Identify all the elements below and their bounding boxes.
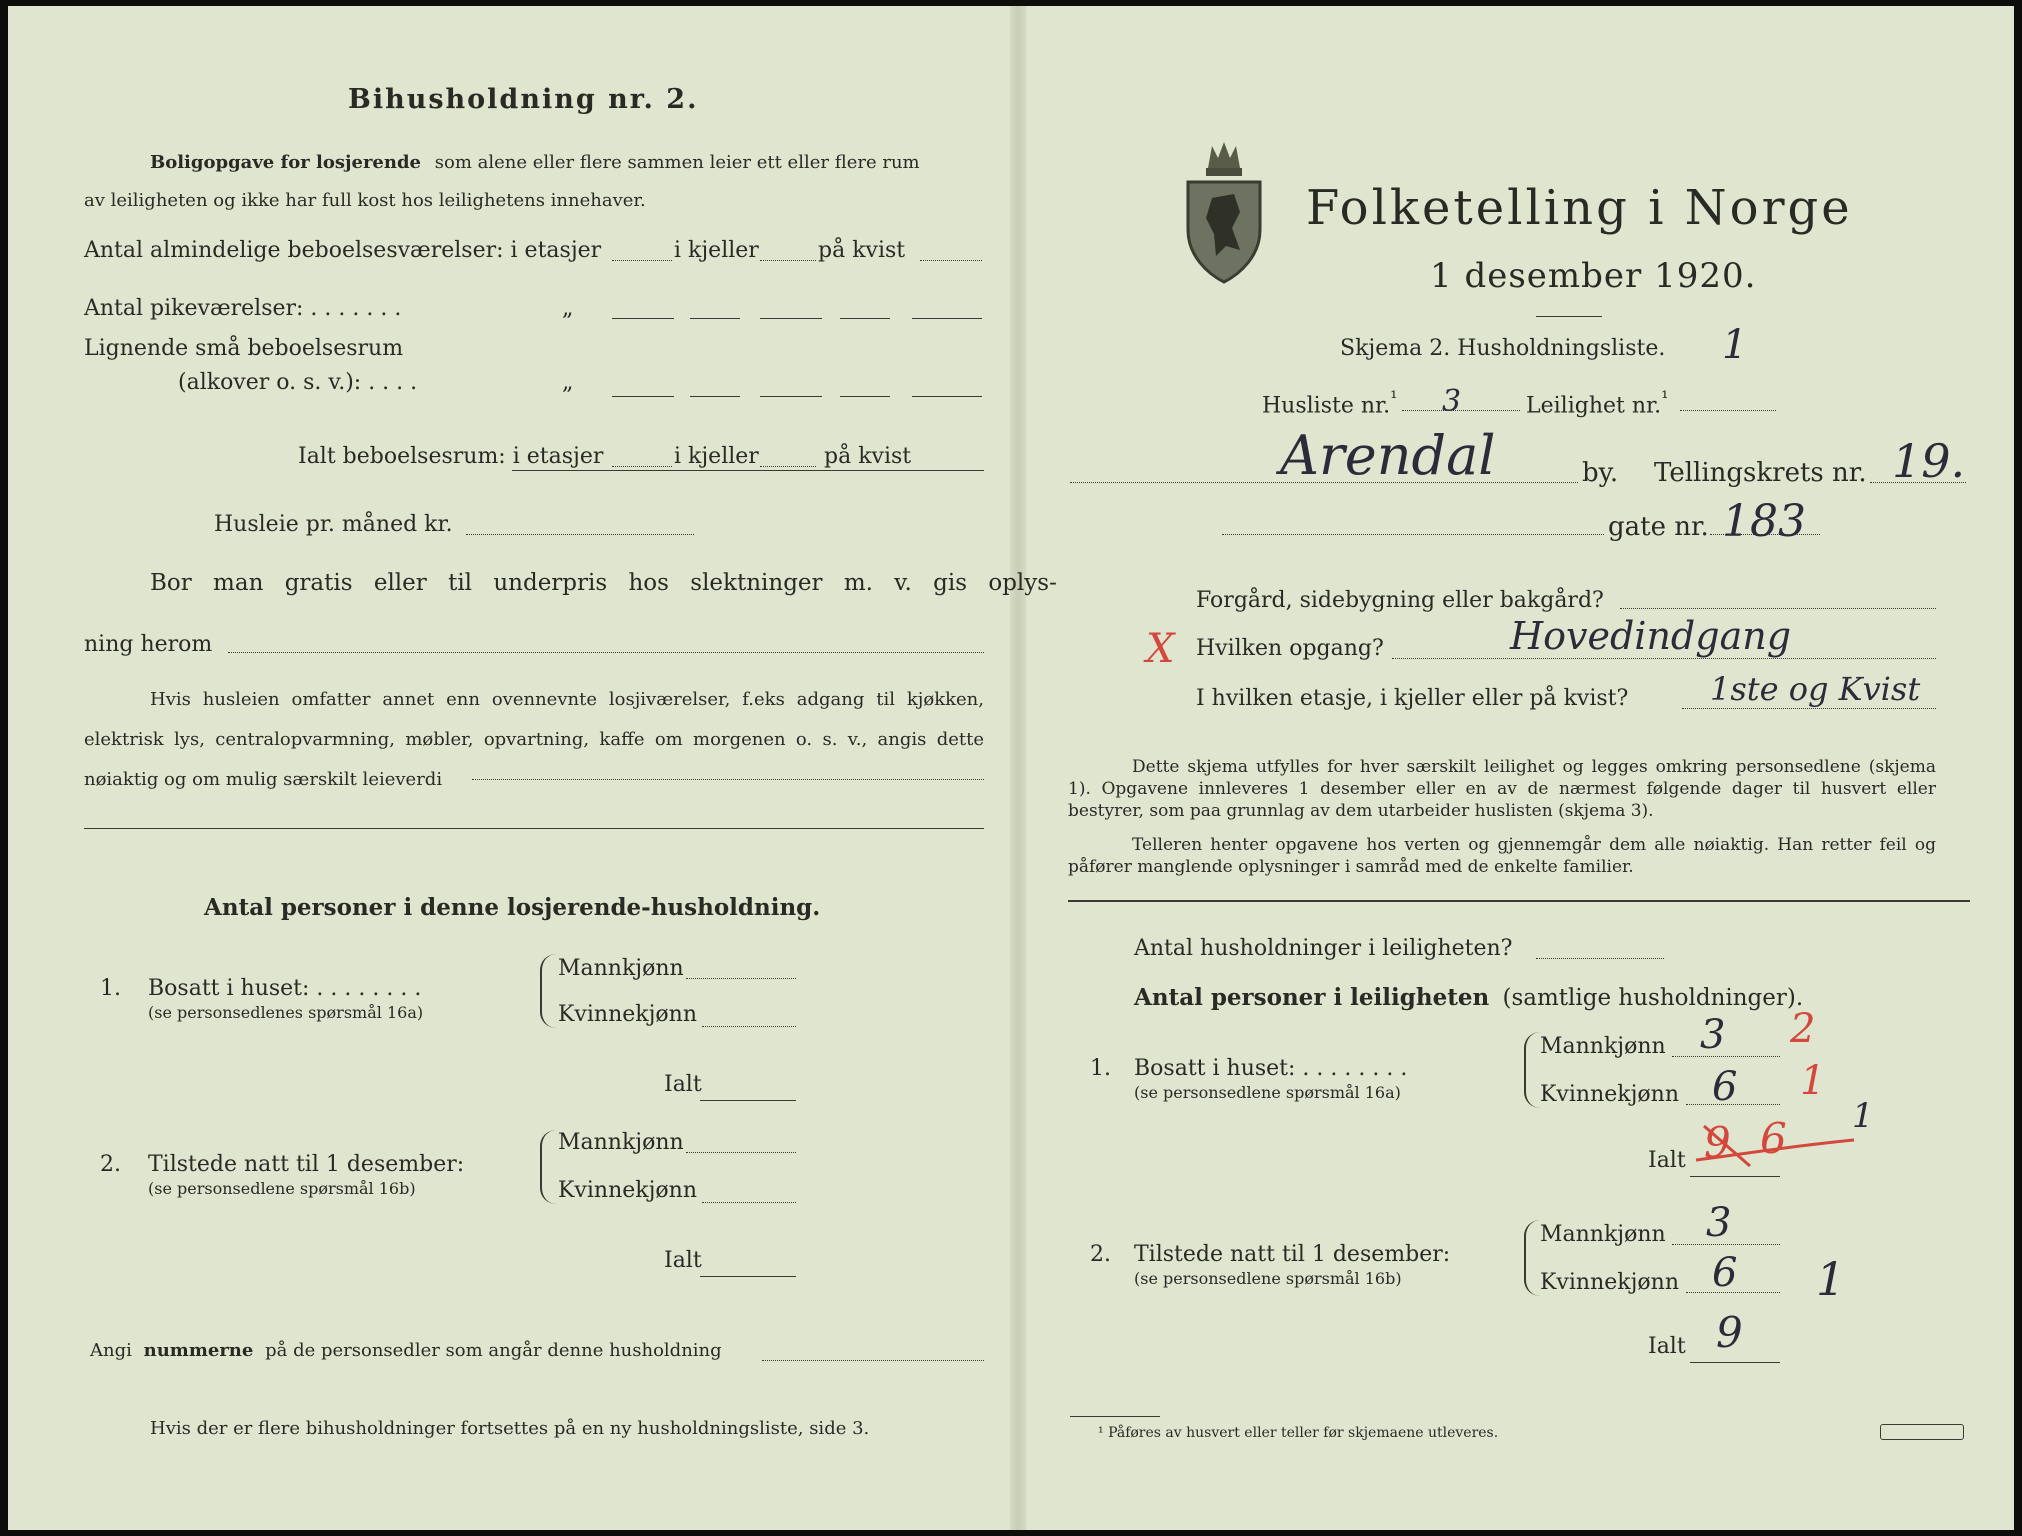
left-numbers-line [90,1340,722,1362]
maid-line-5[interactable] [912,318,982,319]
maid-line-4[interactable] [840,318,890,319]
rooms-attic: på kvist [818,238,906,263]
right-q1-brace [1524,1032,1540,1108]
left-intro [150,152,920,174]
households-line[interactable] [1536,958,1664,959]
printer-stamp-icon [1880,1424,1964,1440]
etasje-label: I hvilken etasje, i kjeller eller på kvist? [1196,686,1629,711]
right-q1-num: 1. [1090,1056,1111,1081]
left-q2-male: Mannkjønn [558,1130,684,1155]
extra-line-2[interactable] [84,828,984,829]
left-q1-male-line[interactable] [686,978,796,979]
right-q2-brace [1524,1220,1540,1296]
page-fold [1010,6,1026,1530]
left-title: Bihusholdning nr. 2. [348,84,699,115]
total-cellar: i kjeller [674,444,759,469]
small-rooms-label-2: (alkover o. s. v.): . . . . [178,370,418,395]
instructions-rule [1068,900,1970,902]
forgard-line[interactable] [1620,608,1936,609]
left-q2-brace [540,1130,556,1204]
right-q1-total-line[interactable] [1690,1176,1780,1177]
rooms-cellar-line[interactable] [760,260,816,261]
x-mark: X [1146,626,1175,672]
gate-hw: 183 [1722,496,1806,547]
left-persons-heading: Antal personer i denne losjerende-husholdning. [204,894,821,921]
rent-label: Husleie pr. måned kr. [214,512,453,537]
right-persons-heading-rest: (samtlige husholdninger). [1502,985,1804,1011]
schema-label: Skjema 2. Husholdningsliste. [1340,336,1666,361]
right-persons-heading-bold: Antal personer i leiligheten [1134,984,1490,1011]
right-q2-male-hw: 3 [1706,1200,1732,1246]
rooms-cellar: i kjeller [674,238,759,263]
free-text-2: ning herom [84,632,213,657]
opgang-line[interactable] [1392,658,1936,659]
right-q1-sub: (se personsedlene spørsmål 16a) [1134,1083,1401,1102]
left-intro-rest: som alene eller flere sammen leier ett eller flere rum [434,152,920,173]
left-q2-total: Ialt [664,1248,702,1273]
left-q2-total-line[interactable] [700,1276,796,1277]
left-q2-female: Kvinnekjønn [558,1178,697,1203]
instructions-2: Telleren henter opgavene hos verten og gjennemgår dem alle nøiaktig. Han retter feil og påfører manglende oplysninger i samråd med de enkelte familier. [1068,835,1936,877]
small-mark: „ [562,370,574,395]
right-q2-female: Kvinnekjønn [1540,1270,1679,1295]
small-rooms-label-1: Lignende små beboelsesrum [84,336,404,361]
gate-line[interactable] [1222,534,1604,535]
small-line-2[interactable] [690,396,740,397]
right-q2-total: Ialt [1648,1334,1686,1359]
left-q1-sub: (se personsedlenes spørsmål 16a) [148,1003,424,1022]
husliste-text: Husliste nr. [1262,393,1391,419]
right-date: 1 desember 1920. [1430,256,1757,296]
left-q2-label: Tilstede natt til 1 desember: [148,1152,465,1177]
right-q2-num: 2. [1090,1242,1111,1267]
right-q1-male-hw: 3 [1700,1012,1726,1058]
leilighet-footnote-mark: ¹ [1661,388,1669,409]
extra-line-1[interactable] [472,779,984,780]
maid-line-1[interactable] [612,318,674,319]
husliste-footnote-mark: ¹ [1390,388,1398,409]
rooms-label: Antal almindelige beboelsesværelser: i etasjer [84,238,602,263]
total-cellar-line[interactable] [760,466,816,467]
rent-line[interactable] [466,534,694,535]
gate-label: gate nr. [1608,512,1709,542]
leilighet-line[interactable] [1680,410,1776,411]
norway-coat-of-arms-icon [1182,138,1266,286]
total-rooms-label: Ialt beboelsesrum: i etasjer [298,444,604,469]
small-line-4[interactable] [840,396,890,397]
left-q2-num: 2. [100,1152,121,1177]
schema-hw: 1 [1722,322,1748,368]
left-q1-female: Kvinnekjønn [558,1002,697,1027]
instructions-1: Dette skjema utfylles for hver særskilt leilighet og legges omkring personsedlene (skjema 1). Opgavene innleveres 1 desember eller en av de nærmest følgende dager til husvert eller bestyrer, som paa grunnlag av dem utarbeider huslisten (skjema 3). [1068,757,1936,821]
right-q2-male: Mannkjønn [1540,1222,1666,1247]
right-q2-sub: (se personsedlene spørsmål 16b) [1134,1269,1402,1288]
right-q2-tick: 1 [1816,1252,1846,1306]
households-question: Antal husholdninger i leiligheten? [1134,936,1513,961]
left-q1-brace [540,954,556,1028]
small-line-3[interactable] [760,396,822,397]
right-q1-female-red: 1 [1800,1058,1826,1104]
left-q1-label: Bosatt i huset: . . . . . . . . [148,976,422,1001]
extra-text: Hvis husleien omfatter annet enn ovennevnte losjiværelser, f.eks adgang til kjøkken, elektrisk lys, centralopvarmning, møbler, opvartning, kaffe om morgenen o. s. v., angis dette nøiaktig og om mulig særskilt leieverdi [84,689,984,790]
left-q1-male: Mannkjønn [558,956,684,981]
rooms-attic-line[interactable] [920,260,982,261]
left-intro-line2: av leiligheten og ikke har full kost hos leilighetens innehaver. [84,190,646,211]
numbers-bold: nummerne [143,1340,254,1361]
free-text: Bor man gratis eller til underpris hos slektninger m. v. gis oplys- [150,570,1057,596]
small-line-5[interactable] [912,396,982,397]
left-q1-total: Ialt [664,1072,702,1097]
right-q2-label: Tilstede natt til 1 desember: [1134,1242,1451,1267]
left-q1-num: 1. [100,976,121,1001]
right-q1-male-line[interactable] [1672,1056,1780,1057]
krets-label: Tellingskrets nr. [1654,458,1867,488]
right-q2-total-hw: 9 [1716,1308,1743,1357]
maid-rooms-label: Antal pikeværelser: . . . . . . . [84,296,402,321]
right-q1-tick: 1 [1852,1096,1874,1136]
etasje-line[interactable] [1682,708,1936,709]
left-intro-bold: Boligopgave for losjerende [150,152,422,173]
right-q1-female: Kvinnekjønn [1540,1082,1679,1107]
right-q1-total-red: 6 [1760,1114,1787,1163]
right-q1-female-hw: 6 [1712,1064,1738,1110]
right-q1-label: Bosatt i huset: . . . . . . . . [1134,1056,1408,1081]
free-text-line[interactable] [228,652,984,653]
right-footnote: ¹ Påføres av husvert eller teller før skjemaene utleveres. [1098,1425,1499,1441]
right-persons-heading [1134,984,1803,1011]
etasje-hw: 1ste og Kvist [1710,670,1921,708]
left-q2-female-line[interactable] [702,1202,796,1203]
right-q1-total-hw: 9 [1704,1118,1731,1167]
right-q2-total-line[interactable] [1690,1362,1780,1363]
total-rooms-rule [512,470,984,471]
maid-line-3[interactable] [760,318,822,319]
right-q1-male-red: 2 [1790,1006,1816,1052]
total-etasjer-line[interactable] [612,466,672,467]
leilighet-text: Leilighet nr. [1526,393,1662,419]
husliste-hw: 3 [1442,384,1462,419]
opgang-hw: Hovedindgang [1510,614,1792,658]
forgard-label: Forgård, sidebygning eller bakgård? [1196,588,1604,613]
footnote-rule [1070,1416,1160,1417]
numbers-rest: på de personsedler som angår denne husholdning [265,1340,722,1361]
numbers-line[interactable] [762,1360,984,1361]
left-q1-female-line[interactable] [702,1026,796,1027]
husliste-label [1262,386,1397,419]
right-q1-male: Mannkjønn [1540,1034,1666,1059]
left-footer: Hvis der er flere bihusholdninger fortsettes på en ny husholdningsliste, side 3. [150,1418,870,1439]
left-q1-total-line[interactable] [700,1100,796,1101]
opgang-label: Hvilken opgang? [1196,636,1384,661]
krets-hw: 19. [1892,434,1966,488]
title-rule [1536,316,1602,317]
red-strike-icon [1690,1116,1860,1172]
right-q1-total: Ialt [1648,1148,1686,1173]
left-q2-sub: (se personsedlene spørsmål 16b) [148,1179,416,1198]
total-attic: på kvist [824,444,912,469]
left-q2-male-line[interactable] [686,1152,796,1153]
maid-mark: „ [562,296,574,321]
numbers-pre: Angi [90,1340,132,1361]
maid-line-2[interactable] [690,318,740,319]
right-title: Folketelling i Norge [1306,180,1853,236]
small-line-1[interactable] [612,396,674,397]
leilighet-label [1526,386,1668,419]
right-q2-female-hw: 6 [1712,1250,1738,1296]
by-label: by. [1582,458,1619,488]
city-hw: Arendal [1280,424,1496,487]
rooms-etasjer-line[interactable] [612,260,672,261]
